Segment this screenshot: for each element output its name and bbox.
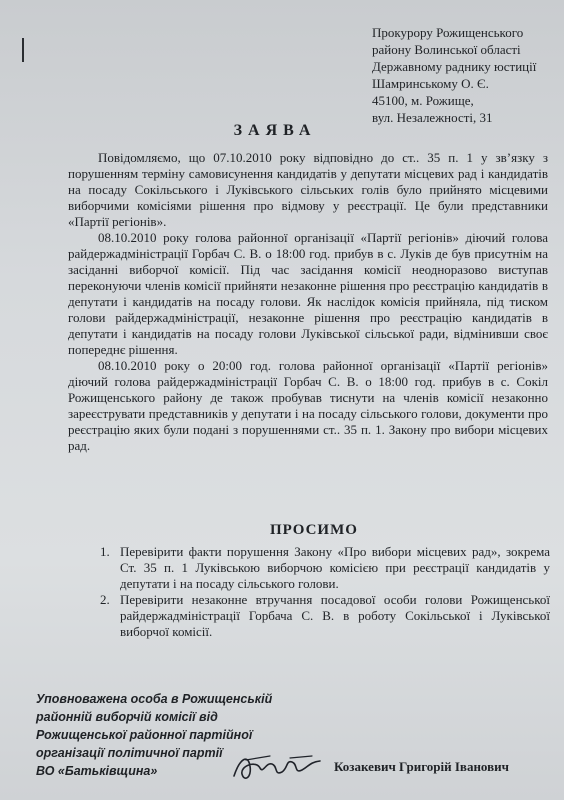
statement-paragraph: Повідомляємо, що 07.10.2010 року відповідно до ст.. 35 п. 1 у зв’язку з порушенням терміну самовисунення кандидатів у депутати місцевих рад і кандидатів на посаду Сокільського і Луківського сільських голів було прийнято місцевими виборчими комісіями рішення про відмову у реєстрації. Це були представники «Партії регіонів».	[68, 150, 548, 229]
signer-line: Уповноважена особа в Рожищенській	[36, 692, 273, 706]
request-number: 1.	[100, 544, 110, 559]
statement-paragraph: 08.10.2010 року голова районної організації «Партії регіонів» діючий голова райдержадміністрації Горбач С. В. о 18:00 год. прибув в с. Луків де був присутнім на засіданні виборчої комісії. Під час засідання комісії неодноразово виступав переконуючи членів комісії прийняти незаконне рішення про реєстрацію кандидатів в депутати і кандидатів на посаду голови. Як наслідок комісія прийняла, під тиском голови райдержадміністрації, незаконне рішення про реєстрацію кандидатів в депутати і кандидатів на посаду голови Луківської сільської ради, відмінивши своє попереднє рішення.	[68, 230, 548, 357]
addressee-line: Шамринському О. Є.	[372, 76, 489, 91]
addressee-line: Державному раднику юстиції	[372, 59, 537, 74]
document-title: ЗАЯВА	[233, 122, 317, 139]
addressee-line: 45100, м. Рожище,	[372, 93, 474, 108]
request-number: 2.	[100, 592, 110, 607]
request-text: Перевірити незаконне втручання посадової особи голови Рожищенської райдержадміністрації Горбача С. В. в роботу Сокільської і Луківської виборчої комісії.	[120, 592, 550, 639]
request-list	[100, 544, 550, 640]
request-item	[100, 592, 550, 640]
signer-name: Козакевич Григорій Іванович	[334, 759, 509, 774]
addressee-line: району Волинської області	[372, 42, 521, 57]
margin-mark	[22, 38, 24, 62]
request-heading: ПРОСИМО	[270, 522, 358, 538]
statement-body	[68, 150, 548, 454]
signer-line: Рожищенської районної партійної	[36, 728, 253, 742]
statement-paragraph: 08.10.2010 року о 20:00 год. голова районної організації «Партії регіонів» діючий голова райдержадміністрації Горбач С. В. о 18:00 год. прибув в с. Сокіл Рожищенського району де також пробував тиснути на членів комісії незаконно зареєструвати представників у депутати і на посаду сільського голови, документи про реєстрацію яких були подані з порушеннями ст.. 35 п. 1. Закону про вибори місцевих рад.	[68, 358, 548, 453]
addressee-line: вул. Незалежності, 31	[372, 110, 493, 125]
signer-line: ВО «Батьківщина»	[36, 764, 158, 778]
signer-line: районній виборчій комісії від	[36, 710, 218, 724]
signer-line: організації політичної партії	[36, 746, 223, 760]
handwritten-signature	[230, 748, 325, 788]
addressee-line: Прокурору Рожищенського	[372, 25, 524, 40]
request-text: Перевірити факти порушення Закону «Про вибори місцевих рад», зокрема Ст. 35 п. 1 Луківською виборчою комісією при реєстрації кандидатів у депутати і на посаду сільського голови.	[120, 544, 550, 591]
request-item	[100, 544, 550, 592]
addressee-block	[372, 24, 558, 126]
